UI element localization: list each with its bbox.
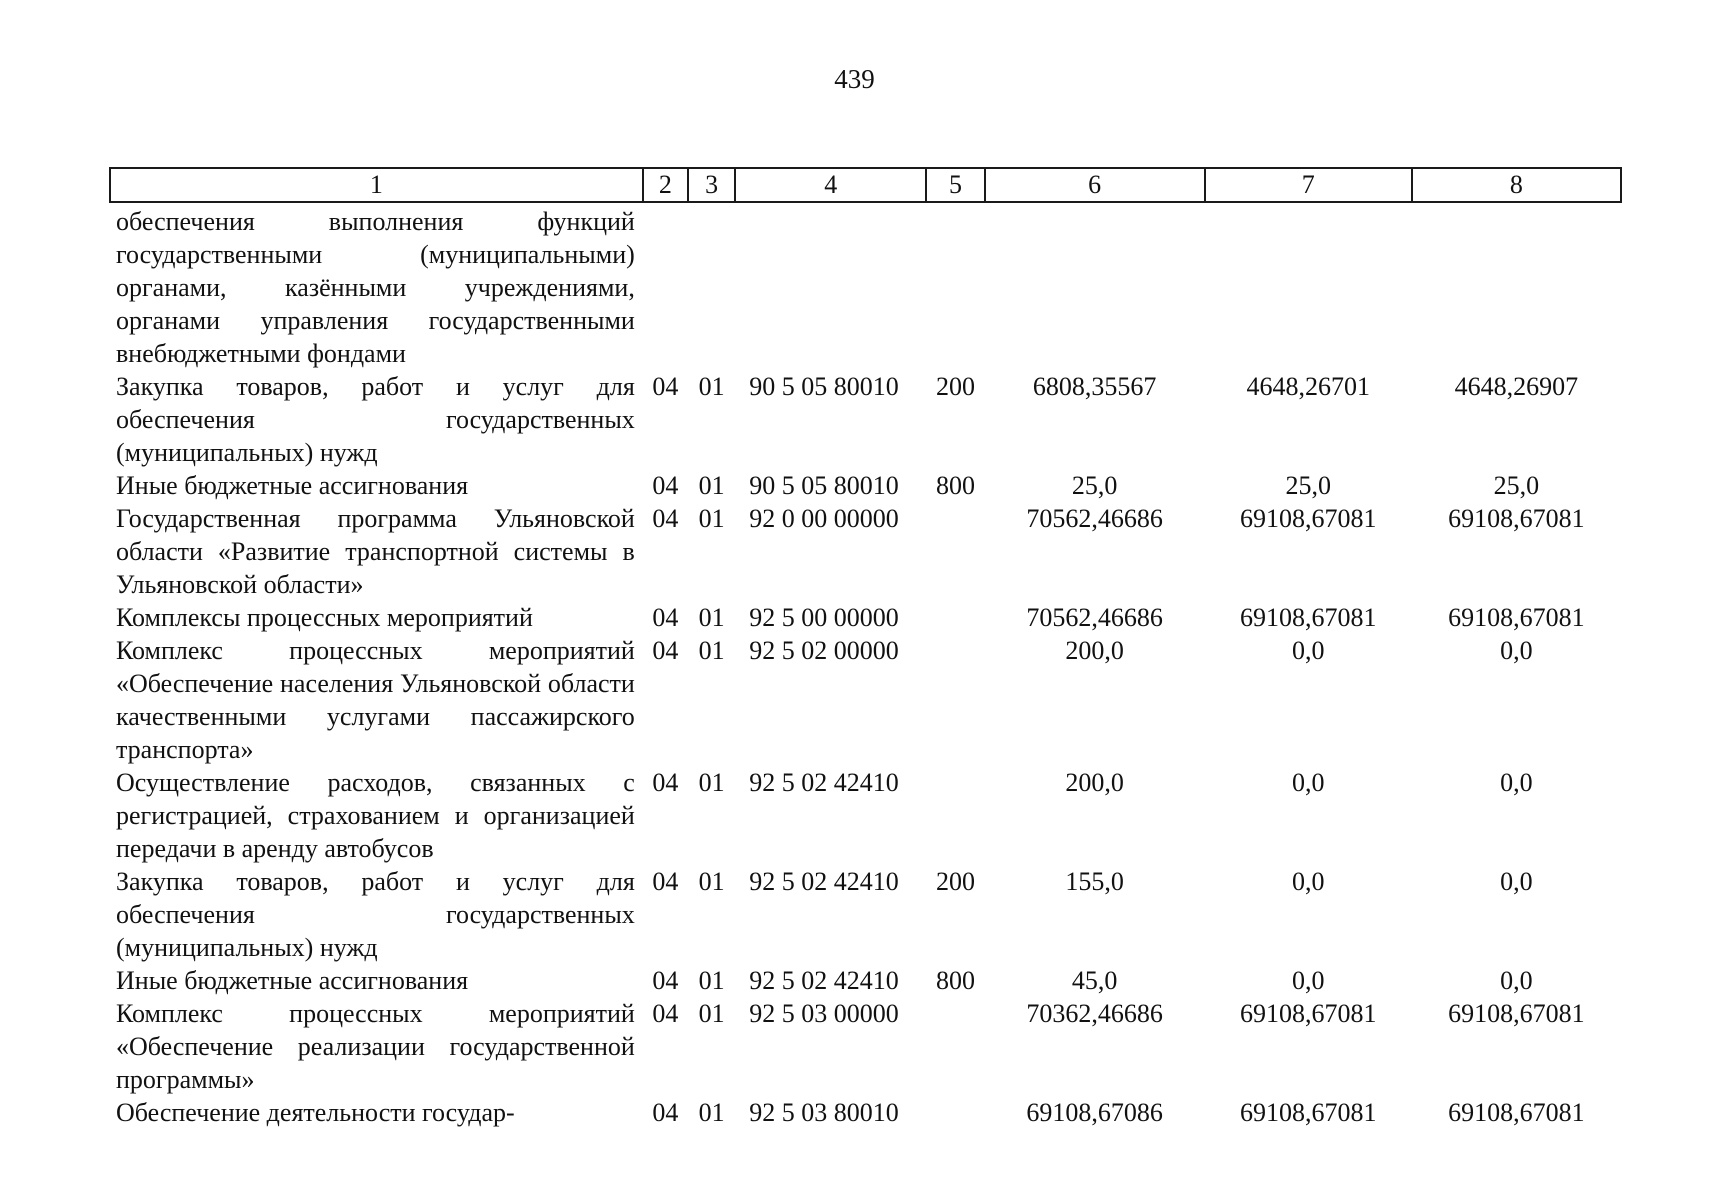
row-amount-col-8: 0,0	[1500, 867, 1533, 896]
row-amount-col-7: 69108,67081	[1240, 1098, 1377, 1127]
row-description: Иные бюджетные ассигнования	[116, 471, 469, 500]
row-amount-col-7: 69108,67081	[1240, 999, 1377, 1028]
row-amount-col-8: 0,0	[1500, 768, 1533, 797]
row-section-code: 04	[652, 471, 679, 500]
row-amount-col-6: 69108,67086	[1026, 1098, 1163, 1127]
row-subsection-code: 01	[698, 372, 725, 401]
table-row	[110, 766, 1621, 865]
row-amount-col-6: 25,0	[1071, 471, 1118, 500]
row-target-article: 92 0 00 00000	[749, 504, 899, 533]
row-amount-col-6: 45,0	[1071, 966, 1118, 995]
row-expense-type	[926, 997, 984, 1096]
row-description: Комплекс процессных мероприятий «Обеспечение реализации государственной программы»	[116, 999, 635, 1094]
row-target-article	[735, 202, 926, 370]
table-row	[110, 1096, 1621, 1129]
row-expense-type: 200	[935, 867, 975, 896]
header-col-2: 2	[643, 168, 688, 202]
row-section-code: 04	[652, 966, 679, 995]
row-target-article: 92 5 03 00000	[749, 999, 899, 1028]
row-amount-col-8	[1412, 202, 1621, 370]
row-amount-col-6: 200,0	[1065, 636, 1124, 665]
row-amount-col-8: 4648,26907	[1454, 372, 1579, 401]
row-subsection-code: 01	[698, 867, 725, 896]
row-target-article: 92 5 02 42410	[749, 768, 899, 797]
row-subsection-code	[688, 202, 735, 370]
row-amount-col-6: 6808,35567	[1032, 372, 1157, 401]
row-target-article: 92 5 02 00000	[749, 636, 899, 665]
header-col-4: 4	[735, 168, 926, 202]
row-section-code: 04	[652, 504, 679, 533]
table-row	[110, 202, 1621, 370]
row-subsection-code: 01	[698, 471, 725, 500]
row-expense-type: 200	[935, 372, 975, 401]
row-target-article: 92 5 02 42410	[749, 966, 899, 995]
table-body	[110, 202, 1621, 1129]
row-subsection-code: 01	[698, 966, 725, 995]
row-description: Закупка товаров, работ и услуг для обеспечения государственных (муниципальных) нужд	[116, 372, 635, 467]
row-amount-col-8: 0,0	[1500, 966, 1533, 995]
row-expense-type	[926, 1096, 984, 1129]
table-row	[110, 601, 1621, 634]
header-col-6: 6	[985, 168, 1205, 202]
row-subsection-code: 01	[698, 768, 725, 797]
row-expense-type: 800	[935, 471, 975, 500]
row-description: Осуществление расходов, связанных с регистрацией, страхованием и организацией передачи в аренду автобусов	[116, 768, 635, 863]
row-amount-col-7: 0,0	[1292, 768, 1325, 797]
row-description: Обеспечение деятельности государ-	[116, 1098, 515, 1127]
row-description: обеспечения выполнения функций государственными (муниципальными) органами, казёнными учреждениями, органами управления государственными внебюджетными фондами	[116, 207, 635, 368]
row-section-code	[643, 202, 688, 370]
row-section-code: 04	[652, 636, 679, 665]
row-amount-col-8: 69108,67081	[1448, 999, 1585, 1028]
row-expense-type	[926, 502, 984, 601]
table-row	[110, 469, 1621, 502]
row-amount-col-6: 70562,46686	[1026, 504, 1163, 533]
row-subsection-code: 01	[698, 504, 725, 533]
row-amount-col-8: 69108,67081	[1448, 603, 1585, 632]
row-amount-col-7: 0,0	[1292, 636, 1325, 665]
row-expense-type	[926, 634, 984, 766]
row-description: Государственная программа Ульяновской области «Развитие транспортной системы в Ульяновской области»	[116, 504, 635, 599]
row-amount-col-7: 69108,67081	[1240, 603, 1377, 632]
table-row	[110, 865, 1621, 964]
row-amount-col-7: 0,0	[1292, 966, 1325, 995]
row-amount-col-6: 70562,46686	[1026, 603, 1163, 632]
row-amount-col-7: 69108,67081	[1240, 504, 1377, 533]
row-subsection-code: 01	[698, 636, 725, 665]
row-amount-col-8: 25,0	[1493, 471, 1540, 500]
header-col-3: 3	[688, 168, 735, 202]
row-expense-type	[926, 202, 984, 370]
table-row	[110, 964, 1621, 997]
row-section-code: 04	[652, 603, 679, 632]
budget-table	[109, 167, 1622, 1129]
row-description: Комплексы процессных мероприятий	[116, 603, 533, 632]
row-expense-type	[926, 766, 984, 865]
row-amount-col-7: 4648,26701	[1246, 372, 1371, 401]
table-row	[110, 997, 1621, 1096]
row-amount-col-6: 155,0	[1065, 867, 1124, 896]
row-section-code: 04	[652, 768, 679, 797]
page-number: 439	[834, 64, 875, 94]
row-target-article: 92 5 00 00000	[749, 603, 899, 632]
row-amount-col-6	[985, 202, 1205, 370]
header-col-1: 1	[110, 168, 643, 202]
header-col-7: 7	[1205, 168, 1412, 202]
header-col-5: 5	[926, 168, 984, 202]
row-description: Иные бюджетные ассигнования	[116, 966, 469, 995]
table-row	[110, 370, 1621, 469]
row-target-article: 90 5 05 80010	[749, 372, 899, 401]
row-section-code: 04	[652, 999, 679, 1028]
row-amount-col-8: 0,0	[1500, 636, 1533, 665]
row-expense-type	[926, 601, 984, 634]
row-target-article: 92 5 02 42410	[749, 867, 899, 896]
row-amount-col-6: 70362,46686	[1026, 999, 1163, 1028]
table-header	[110, 168, 1621, 202]
table-row	[110, 502, 1621, 601]
row-subsection-code: 01	[698, 1098, 725, 1127]
header-col-8: 8	[1412, 168, 1621, 202]
row-description: Комплекс процессных мероприятий «Обеспечение населения Ульяновской области качественными услугами пассажирского транспорта»	[116, 636, 635, 764]
row-section-code: 04	[652, 867, 679, 896]
row-amount-col-8: 69108,67081	[1448, 504, 1585, 533]
row-target-article: 90 5 05 80010	[749, 471, 899, 500]
row-amount-col-7: 0,0	[1292, 867, 1325, 896]
row-section-code: 04	[652, 372, 679, 401]
table-row	[110, 634, 1621, 766]
row-subsection-code: 01	[698, 603, 725, 632]
row-expense-type: 800	[935, 966, 975, 995]
row-amount-col-7	[1205, 202, 1412, 370]
row-amount-col-7: 25,0	[1285, 471, 1332, 500]
row-target-article: 92 5 03 80010	[749, 1098, 899, 1127]
row-description: Закупка товаров, работ и услуг для обеспечения государственных (муниципальных) нужд	[116, 867, 635, 962]
row-amount-col-8: 69108,67081	[1448, 1098, 1585, 1127]
header-row	[110, 168, 1621, 202]
row-section-code: 04	[652, 1098, 679, 1127]
row-subsection-code: 01	[698, 999, 725, 1028]
row-amount-col-6: 200,0	[1065, 768, 1124, 797]
